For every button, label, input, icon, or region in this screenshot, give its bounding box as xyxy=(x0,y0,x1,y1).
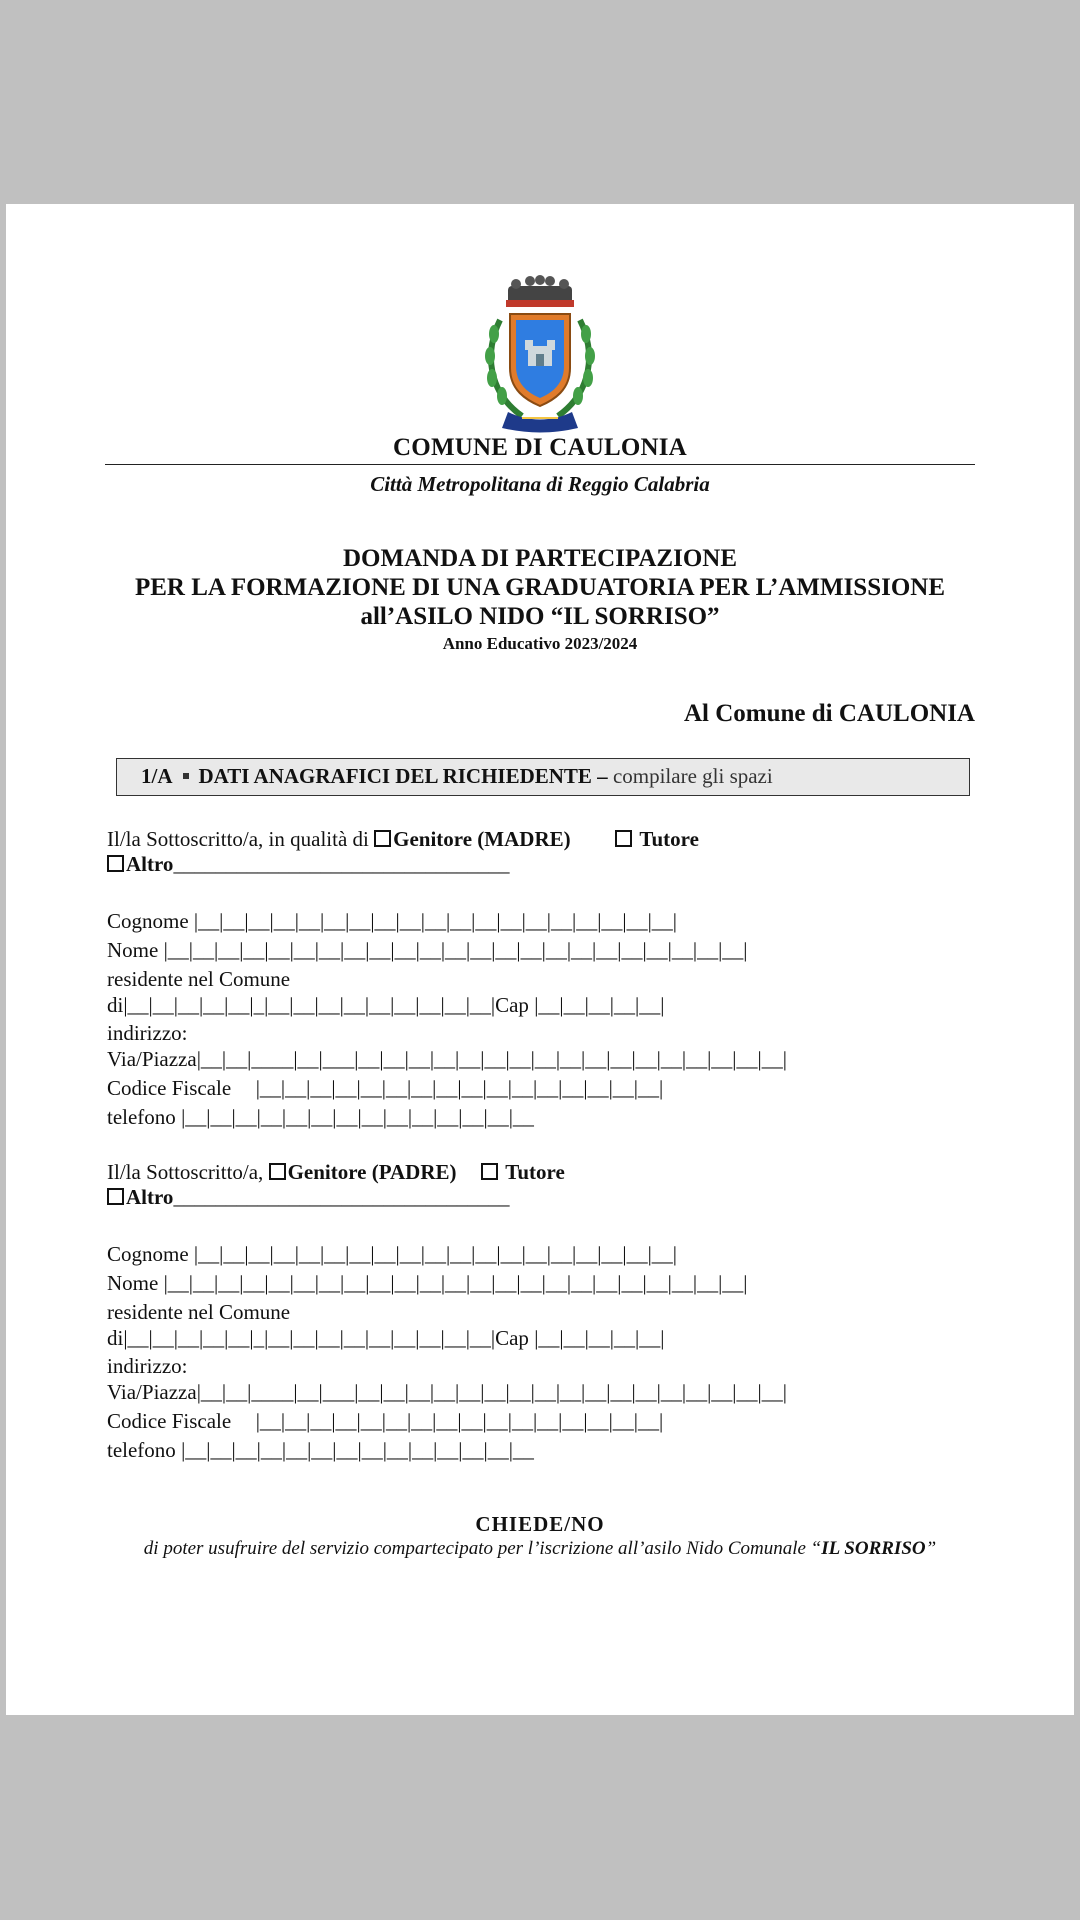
request-close-quote: ” xyxy=(925,1538,937,1559)
padre-genitore-label: Genitore (PADRE) xyxy=(287,1160,457,1184)
madre-comune-row xyxy=(107,992,664,1018)
madre-altro-line xyxy=(107,851,509,877)
padre-cognome-label: Cognome xyxy=(107,1242,189,1266)
padre-genitore-checkbox[interactable] xyxy=(269,1163,286,1180)
madre-altro-checkbox[interactable] xyxy=(107,855,124,872)
bullet-icon xyxy=(183,773,189,779)
padre-cf-row xyxy=(107,1408,663,1434)
request-body: di poter usufruire del servizio compartecipato per l’iscrizione all’asilo Nido Comunale “ xyxy=(143,1538,822,1559)
padre-via-row xyxy=(107,1379,787,1405)
title-line-2: PER LA FORMAZIONE DI UNA GRADUATORIA PER L’AMMISSIONE xyxy=(134,574,946,601)
padre-tel-row xyxy=(107,1437,534,1463)
request-text xyxy=(6,1538,1074,1560)
padre-role-line xyxy=(107,1159,565,1185)
padre-nome-row xyxy=(107,1270,747,1296)
padre-via-field[interactable]: |__|__|____|__|___|__|__|__|__|__|__|__|__|__|__|__|__|__|__|__|__|__| xyxy=(196,1380,787,1404)
citta-subtitle: Città Metropolitana di Reggio Calabria xyxy=(370,472,710,496)
madre-nome-label: Nome xyxy=(107,938,159,962)
madre-genitore-checkbox[interactable] xyxy=(374,830,391,847)
padre-cf-label: Codice Fiscale xyxy=(107,1409,232,1433)
madre-via-label: Via/Piazza xyxy=(107,1047,197,1071)
padre-indirizzo-label: indirizzo: xyxy=(107,1354,188,1378)
madre-altro-field[interactable]: ________________________________ xyxy=(173,852,510,876)
request-nido-name: IL SORRISO xyxy=(821,1538,926,1559)
madre-role-line xyxy=(107,826,699,852)
title-line-1: DOMANDA DI PARTECIPAZIONE xyxy=(342,545,738,572)
padre-cf-field[interactable]: |__|__|__|__|__|__|__|__|__|__|__|__|__|__|__|__| xyxy=(255,1409,664,1433)
chiede-heading: CHIEDE/NO xyxy=(475,1512,605,1536)
section-header xyxy=(116,758,970,796)
padre-altro-checkbox[interactable] xyxy=(107,1188,124,1205)
document-page xyxy=(6,204,1074,1715)
madre-cognome-label: Cognome xyxy=(107,909,189,933)
comune-title: COMUNE DI CAULONIA xyxy=(393,434,687,461)
madre-nome-row xyxy=(107,937,747,963)
padre-tutore-label: Tutore xyxy=(505,1160,565,1184)
madre-via-field[interactable]: |__|__|____|__|___|__|__|__|__|__|__|__|__|__|__|__|__|__|__|__|__|__| xyxy=(196,1047,787,1071)
madre-indirizzo-label: indirizzo: xyxy=(107,1021,188,1045)
madre-nome-field[interactable]: |__|__|__|__|__|__|__|__|__|__|__|__|__|__|__|__|__|__|__|__|__|__|__| xyxy=(163,938,748,962)
madre-tutore-label: Tutore xyxy=(639,827,699,851)
madre-cf-row xyxy=(107,1075,663,1101)
madre-cf-field[interactable]: |__|__|__|__|__|__|__|__|__|__|__|__|__|__|__|__| xyxy=(255,1076,664,1100)
madre-tel-row xyxy=(107,1104,534,1130)
madre-residente-label: residente nel Comune xyxy=(107,967,291,991)
padre-nome-label: Nome xyxy=(107,1271,159,1295)
madre-comune-field[interactable]: |__|__|__|__|__|_|__|__|__|__|__|__|__|__|__| xyxy=(123,993,496,1017)
madre-cap-field[interactable]: |__|__|__|__|__| xyxy=(534,993,665,1017)
padre-cap-label: Cap xyxy=(495,1326,529,1350)
madre-intro: Il/la Sottoscritto/a, in qualità di xyxy=(107,827,369,851)
padre-di-label: di xyxy=(107,1326,124,1350)
padre-comune-row xyxy=(107,1325,664,1351)
madre-tutore-checkbox[interactable] xyxy=(615,830,632,847)
addressee: Al Comune di CAULONIA xyxy=(683,700,975,727)
padre-tutore-checkbox[interactable] xyxy=(481,1163,498,1180)
madre-via-row xyxy=(107,1046,787,1072)
madre-cap-label: Cap xyxy=(495,993,529,1017)
madre-cognome-row xyxy=(107,908,677,934)
section-code: 1/A xyxy=(141,764,173,788)
header-divider xyxy=(105,464,975,465)
madre-cognome-field[interactable]: |__|__|__|__|__|__|__|__|__|__|__|__|__|__|__|__|__|__|__| xyxy=(193,909,678,933)
madre-tel-label: telefono xyxy=(107,1105,176,1129)
madre-genitore-label: Genitore (MADRE) xyxy=(393,827,571,851)
madre-altro-label: Altro xyxy=(126,852,174,876)
anno-educativo: Anno Educativo 2023/2024 xyxy=(442,634,638,653)
padre-via-label: Via/Piazza xyxy=(107,1380,197,1404)
padre-intro: Il/la Sottoscritto/a, xyxy=(107,1160,264,1184)
padre-nome-field[interactable]: |__|__|__|__|__|__|__|__|__|__|__|__|__|__|__|__|__|__|__|__|__|__|__| xyxy=(163,1271,748,1295)
padre-cap-field[interactable]: |__|__|__|__|__| xyxy=(534,1326,665,1350)
padre-tel-label: telefono xyxy=(107,1438,176,1462)
madre-tel-field[interactable]: |__|__|__|__|__|__|__|__|__|__|__|__|__|__ xyxy=(181,1105,534,1129)
padre-cognome-field[interactable]: |__|__|__|__|__|__|__|__|__|__|__|__|__|__|__|__|__|__|__| xyxy=(193,1242,678,1266)
title-line-3: all’ASILO NIDO “IL SORRISO” xyxy=(360,603,720,630)
padre-altro-field[interactable]: ________________________________ xyxy=(173,1185,510,1209)
padre-altro-label: Altro xyxy=(126,1185,174,1209)
padre-residente-label: residente nel Comune xyxy=(107,1300,291,1324)
padre-cognome-row xyxy=(107,1241,677,1267)
madre-cf-label: Codice Fiscale xyxy=(107,1076,232,1100)
padre-altro-line xyxy=(107,1184,509,1210)
padre-tel-field[interactable]: |__|__|__|__|__|__|__|__|__|__|__|__|__|__ xyxy=(181,1438,534,1462)
section-hint: compilare gli spazi xyxy=(612,764,773,788)
municipal-crest-icon xyxy=(478,272,602,436)
padre-comune-field[interactable]: |__|__|__|__|__|_|__|__|__|__|__|__|__|__|__| xyxy=(123,1326,496,1350)
section-title: DATI ANAGRAFICI DEL RICHIEDENTE – xyxy=(198,764,608,788)
madre-di-label: di xyxy=(107,993,124,1017)
